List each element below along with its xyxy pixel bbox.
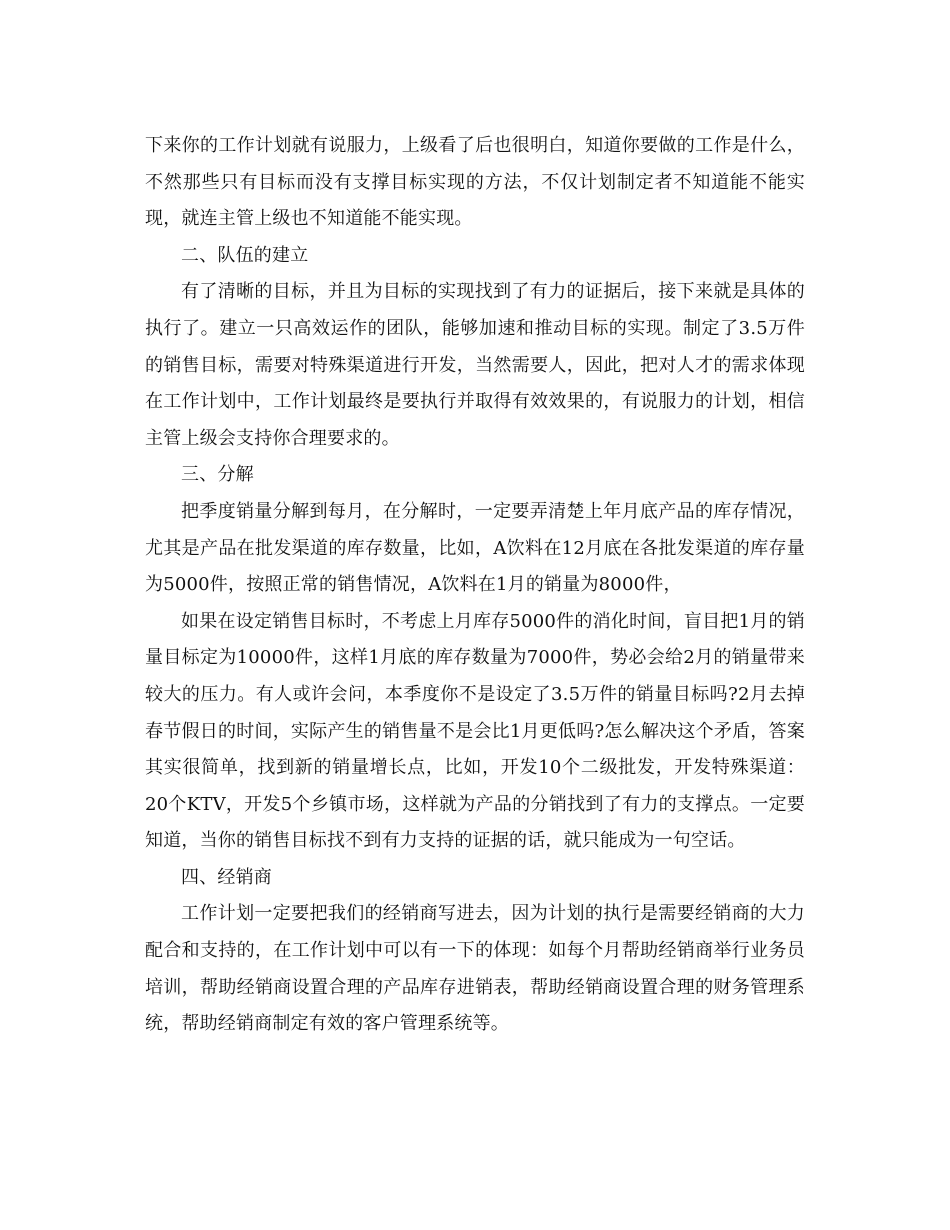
body-paragraph-continued: 下来你的工作计划就有说服力，上级看了后也很明白，知道你要做的工作是什么，不然那些只有目标而没有支撑目标实现的方法，不仅计划制定者不知道能不能实现，就连主管上级也不知道能不能实现。	[145, 135, 805, 230]
body-paragraph: 把季度销量分解到每月，在分解时，一定要弄清楚上年月底产品的库存情况，尤其是产品在批发渠道的库存数量，比如，A饮料在12月底在各批发渠道的库存量为5000件，按照正常的销售情况，A饮料在1月的销量为8000件，	[145, 500, 805, 596]
section-heading-breakdown: 三、分解	[181, 464, 254, 486]
section-heading-distributor: 四、经销商	[181, 866, 272, 888]
document-body	[145, 128, 805, 1043]
body-paragraph: 如果在设定销售目标时，不考虑上月库存5000件的消化时间，盲目把1月的销量目标定为10000件，这样1月底的库存数量为7000件，势必会给2月的销量带来较大的压力。有人或许会问，本季度你不是设定了3.5万件的销量目标吗?2月去掉春节假日的时间，实际产生的销售量不是会比1月更低吗?怎么解决这个矛盾，答案其实很简单，找到新的销量增长点，比如，开发10个二级批发，开发特殊渠道：20个KTV，开发5个乡镇市场，这样就为产品的分销找到了有力的支撑点。一定要知道，当你的销售目标找不到有力支持的证据的话，就只能成为一句空话。	[145, 610, 805, 852]
body-paragraph: 有了清晰的目标，并且为目标的实现找到了有力的证据后，接下来就是具体的执行了。建立一只高效运作的团队，能够加速和推动目标的实现。制定了3.5万件的销售目标，需要对特殊渠道进行开发，当然需要人，因此，把对人才的需求体现在工作计划中，工作计划最终是要执行并取得有效效果的，有说服力的计划，相信主管上级会支持你合理要求的。	[145, 281, 805, 449]
body-paragraph: 工作计划一定要把我们的经销商写进去，因为计划的执行是需要经销商的大力配合和支持的，在工作计划中可以有一下的体现：如每个月帮助经销商举行业务员培训，帮助经销商设置合理的产品库存进销表，帮助经销商设置合理的财务管理系统，帮助经销商制定有效的客户管理系统等。	[145, 903, 805, 1035]
section-heading-team: 二、队伍的建立	[181, 244, 309, 266]
